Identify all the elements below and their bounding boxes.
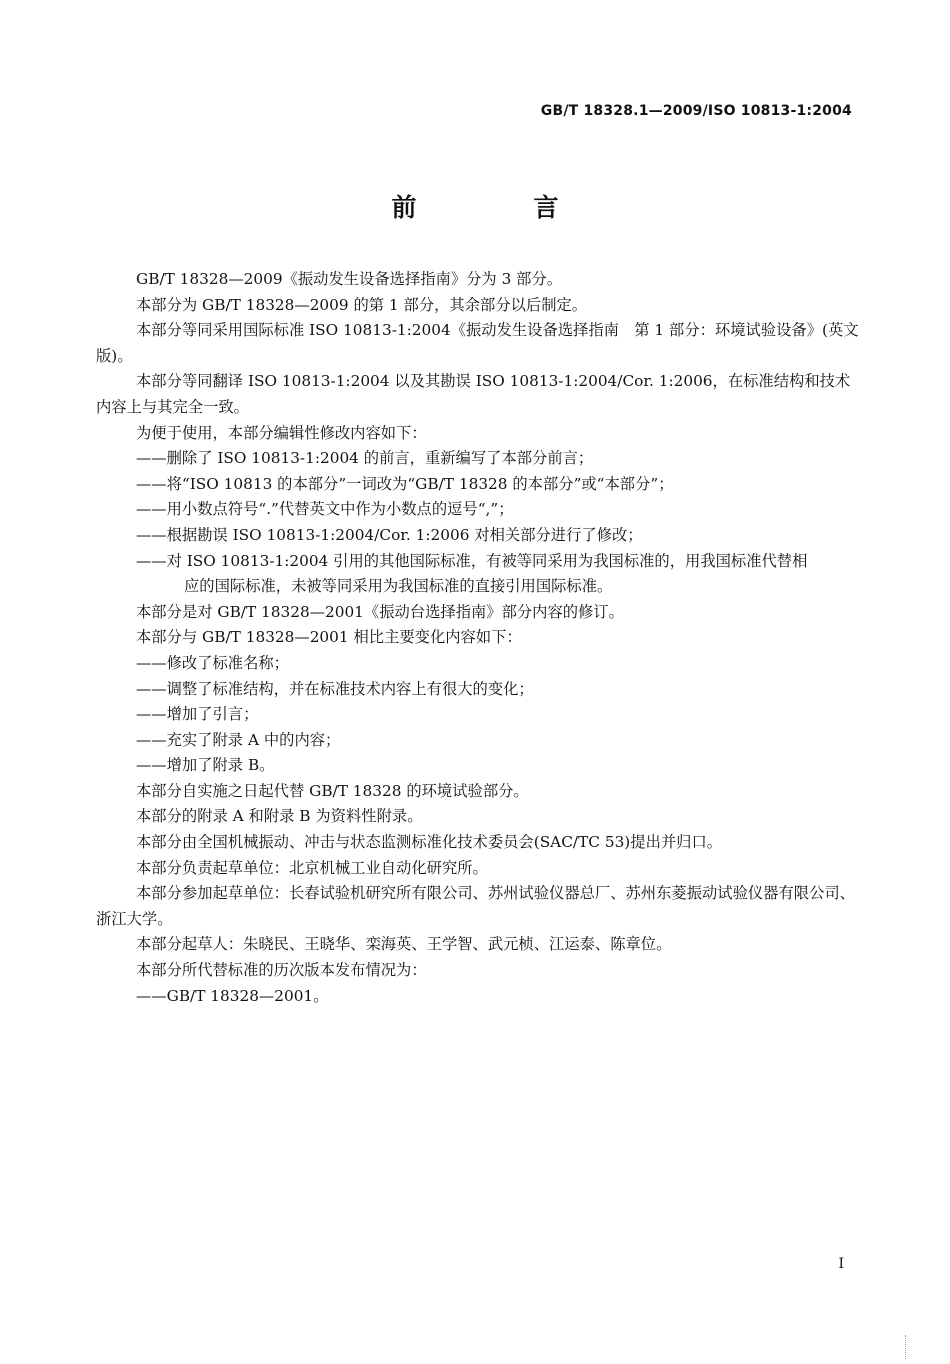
document-header: GB/T 18328.1—2009/ISO 10813-1:2004: [540, 103, 852, 119]
paragraph: 本部分与 GB/T 18328—2001 相比主要变化内容如下：: [136, 628, 522, 647]
paragraph: 本部分由全国机械振动、冲击与状态监测标准化技术委员会(SAC/TC 53)提出并归口。: [136, 833, 723, 852]
paragraph: 本部分负责起草单位：北京机械工业自动化研究所。: [136, 858, 488, 877]
paragraph: 本部分自实施之日起代替 GB/T 18328 的环境试验部分。: [136, 781, 529, 800]
list-item-continuation: 应的国际标准，未被等同采用为我国标准的直接引用国际标准。: [184, 577, 613, 596]
paragraph: 本部分等同采用国际标准 ISO 10813-1:2004《振动发生设备选择指南 第 1 部分：环境试验设备》(英文版)。: [96, 321, 859, 365]
document-body: [96, 267, 860, 1009]
paragraph: 本部分参加起草单位：长春试验机研究所有限公司、苏州试验仪器总厂、苏州东菱振动试验仪器有限公司、浙江大学。: [96, 884, 855, 928]
paragraph: 为便于使用，本部分编辑性修改内容如下：: [136, 423, 427, 442]
scan-edge-mark: [905, 1335, 916, 1359]
list-item: ——增加了附录 B。: [136, 756, 275, 775]
list-item: ——用小数点符号“.”代替英文中作为小数点的逗号“,”；: [136, 500, 514, 519]
list-item: ——修改了标准名称；: [136, 653, 289, 672]
list-item: ——增加了引言；: [136, 705, 259, 724]
page-number: I: [838, 1256, 844, 1272]
list-item: ——充实了附录 A 中的内容；: [136, 730, 341, 749]
paragraph: 本部分等同翻译 ISO 10813-1:2004 以及其勘误 ISO 10813-1:2004/Cor. 1:2006，在标准结构和技术内容上与其完全一致。: [96, 372, 851, 416]
paragraph: 本部分为 GB/T 18328—2009 的第 1 部分，其余部分以后制定。: [136, 295, 588, 314]
paragraph: 本部分是对 GB/T 18328—2001《振动台选择指南》部分内容的修订。: [136, 602, 624, 621]
paragraph: 本部分起草人：朱晓民、王晓华、栾海英、王学智、武元桢、江运泰、陈章位。: [136, 935, 672, 954]
list-item: ——删除了 ISO 10813-1:2004 的前言，重新编写了本部分前言；: [136, 449, 594, 468]
page-title: 前 言: [391, 193, 605, 222]
list-item: ——对 ISO 10813-1:2004 引用的其他国际标准，有被等同采用为我国标准的，用我国标准代替相: [136, 551, 808, 570]
list-item: ——GB/T 18328—2001。: [136, 986, 329, 1005]
list-item: ——根据勘误 ISO 10813-1:2004/Cor. 1:2006 对相关部分进行了修改；: [136, 525, 643, 544]
list-item: ——将“ISO 10813 的本部分”一词改为“GB/T 18328 的本部分”或“本部分”；: [136, 474, 674, 493]
paragraph: 本部分所代替标准的历次版本发布情况为：: [136, 961, 427, 980]
paragraph: 本部分的附录 A 和附录 B 为资料性附录。: [136, 807, 423, 826]
list-item: ——调整了标准结构，并在标准技术内容上有很大的变化；: [136, 679, 534, 698]
paragraph: GB/T 18328—2009《振动发生设备选择指南》分为 3 部分。: [136, 270, 563, 288]
